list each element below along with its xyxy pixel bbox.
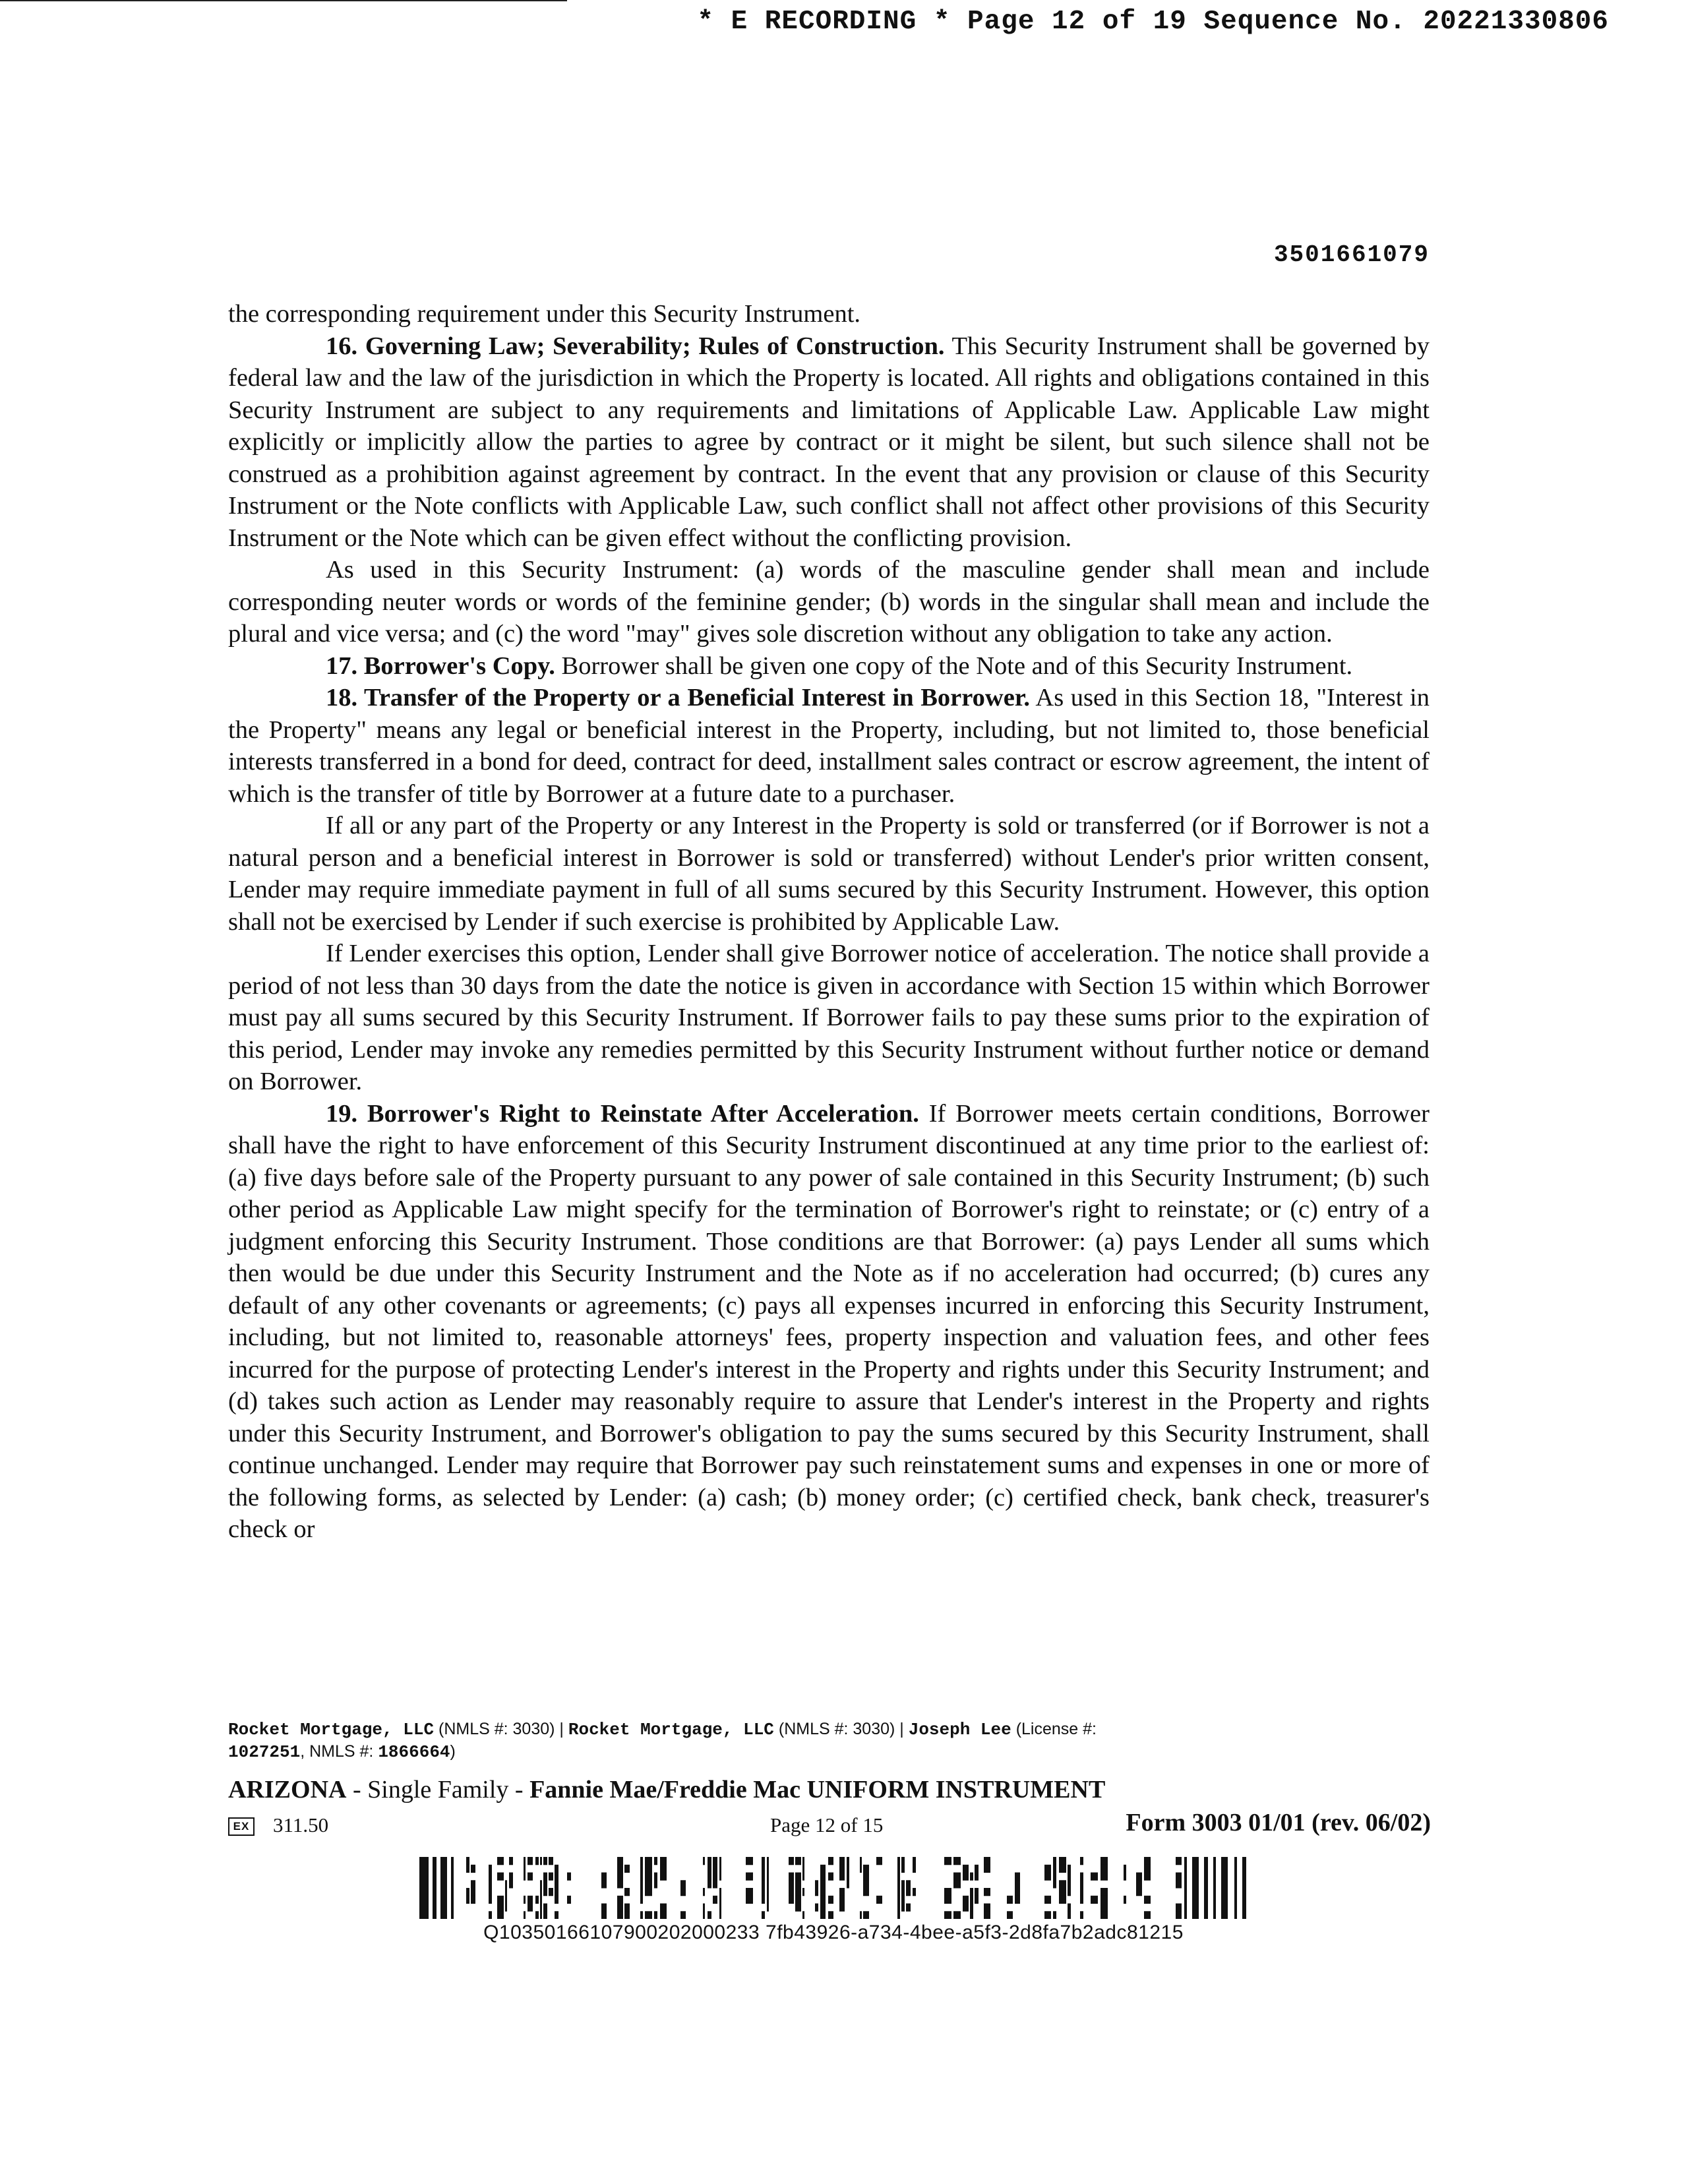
section-18-heading: 18. Transfer of the Property or a Beneficial Interest in Borrower. <box>326 684 1030 712</box>
recording-header: * E RECORDING * Page 12 of 19 Sequence No. 20221330806 <box>697 7 1609 37</box>
loan-number: 3501661079 <box>1273 241 1430 268</box>
instrument-name: Fannie Mae/Freddie Mac UNIFORM INSTRUMENT <box>529 1776 1106 1804</box>
lender-2-name: Rocket Mortgage, LLC <box>568 1720 774 1740</box>
form-number: Form 3003 01/01 (rev. 06/02) <box>1126 1809 1431 1836</box>
license-label: (License #: <box>1011 1720 1097 1738</box>
barcode-icon <box>419 1857 1248 1919</box>
section-18-paragraph-2: If all or any part of the Property or any Interest in the Property is sold or transferred (or if Borrower is not a natural person and a beneficial interest in Borrower is sold or transferred) without Lender's prior written consent, Lender may require immediate payment in full of all sums secured by this Security Instrument. However, this option shall not be exercised by Lender if such exercise is prohibited by Applicable Law. <box>228 812 1430 936</box>
paragraph-continuation: the corresponding requirement under this Security Instrument. <box>228 300 861 328</box>
instrument-title <box>228 1775 1105 1804</box>
form-code: 311.50 <box>273 1813 329 1836</box>
lender-1-nmls: (NMLS #: 3030) | <box>434 1720 568 1738</box>
section-16-text: This Security Instrument shall be governed by federal law and the law of the jurisdiction in which the Property is located. All rights and obligations contained in this Security Instrument are subject to any requirements and limitations of Applicable Law. Applicable Law might explicitly or implicitly allow the parties to agree by contract or it might be silent, but such silence shall not be construed as a prohibition against agreement by contract. In the event that any provision or clause of this Security Instrument or the Note conflicts with Applicable Law, such conflict shall not affect other provisions of this Security Instrument or the Note which can be given effect without the conflicting provision. <box>228 332 1430 552</box>
ex-badge: EX <box>228 1817 255 1836</box>
state-name: ARIZONA <box>228 1776 347 1804</box>
lender-1-name: Rocket Mortgage, LLC <box>228 1720 435 1740</box>
lender-2-nmls: (NMLS #: 3030) | <box>773 1720 909 1738</box>
section-17-text: Borrower shall be given one copy of the Note and of this Security Instrument. <box>555 652 1353 680</box>
section-16-paragraph-2: As used in this Security Instrument: (a) words of the masculine gender shall mean and include corresponding neuter words or words of the feminine gender; (b) words in the singular shall mean and include the plural and vice versa; and (c) the word "may" gives sole discretion without any obligation to take any action. <box>228 556 1430 648</box>
section-19 <box>228 1098 1430 1546</box>
officer-nmls: 1866664 <box>378 1742 450 1762</box>
form-info-row <box>228 1809 1431 1844</box>
section-19-heading: 19. Borrower's Right to Reinstate After Acceleration. <box>326 1099 919 1128</box>
officer-close: ) <box>450 1742 456 1761</box>
section-18 <box>228 682 1430 810</box>
section-17-heading: 17. Borrower's Copy. <box>326 652 555 680</box>
top-rule <box>0 0 567 1</box>
officer-name: Joseph Lee <box>908 1720 1011 1740</box>
section-19-text: If Borrower meets certain conditions, Borrower shall have the right to have enforcement of this Security Instrument discontinued at any time prior to the earliest of: (a) five days before sale of the Property pursuant to any power of sale contained in this Security Instrument; (b) such other period as Applicable Law might specify for the termination of Borrower's right to reinstate; or (c) entry of a judgment enforcing this Security Instrument. Those conditions are that Borrower: (a) pays Lender all sums which then would be due under this Security Instrument and the Note as if no acceleration had occurred; (b) cures any default of any other covenants or agreements; (c) pays all expenses incurred in enforcing this Security Instrument, including, but not limited to, reasonable attorneys' fees, property inspection and valuation fees, and other fees incurred for the purpose of protecting Lender's interest in the Property and rights under this Security Instrument; and (d) takes such action as Lender may reasonably require to assure that Lender's interest in the Property and rights under this Security Instrument, and Borrower's obligation to pay the sums secured by this Security Instrument, shall continue unchanged. Lender may require that Borrower pay such reinstatement sums and expenses in one or more of the following forms, as selected by Lender: (a) cash; (b) money order; (c) certified check, bank check, treasurer's check or <box>228 1099 1430 1543</box>
license-number: 1027251 <box>228 1742 301 1762</box>
section-18-paragraph-3: If Lender exercises this option, Lender shall give Borrower notice of acceleration. The notice shall provide a period of not less than 30 days from the date the notice is given in accordance with Section 15 within which Borrower must pay all sums secured by this Security Instrument. If Borrower fails to pay these sums prior to the expiration of this period, Lender may invoke any remedies permitted by this Security Instrument without further notice or demand on Borrower. <box>228 940 1430 1095</box>
section-16 <box>228 330 1430 555</box>
officer-nmls-label: , NMLS #: <box>300 1742 378 1761</box>
page-count: Page 12 of 15 <box>770 1813 884 1836</box>
document-body <box>228 298 1430 1546</box>
footer-lender-info <box>228 1718 1415 1763</box>
section-16-heading: 16. Governing Law; Severability; Rules of Construction. <box>326 332 945 360</box>
section-17 <box>228 650 1430 682</box>
barcode-text: Q10350166107900202000233 7fb43926-a734-4bee-a5f3-2d8fa7b2adc81215 <box>483 1922 1184 1943</box>
family-type: - Single Family - <box>346 1776 530 1804</box>
section-18-text: As used in this Section 18, "Interest in the Property" means any legal or beneficial interest in the Property, including, but not limited to, those beneficial interests transferred in a bond for deed, contract for deed, installment sales contract or escrow agreement, the intent of which is the transfer of title by Borrower at a future date to a purchaser. <box>228 684 1430 808</box>
